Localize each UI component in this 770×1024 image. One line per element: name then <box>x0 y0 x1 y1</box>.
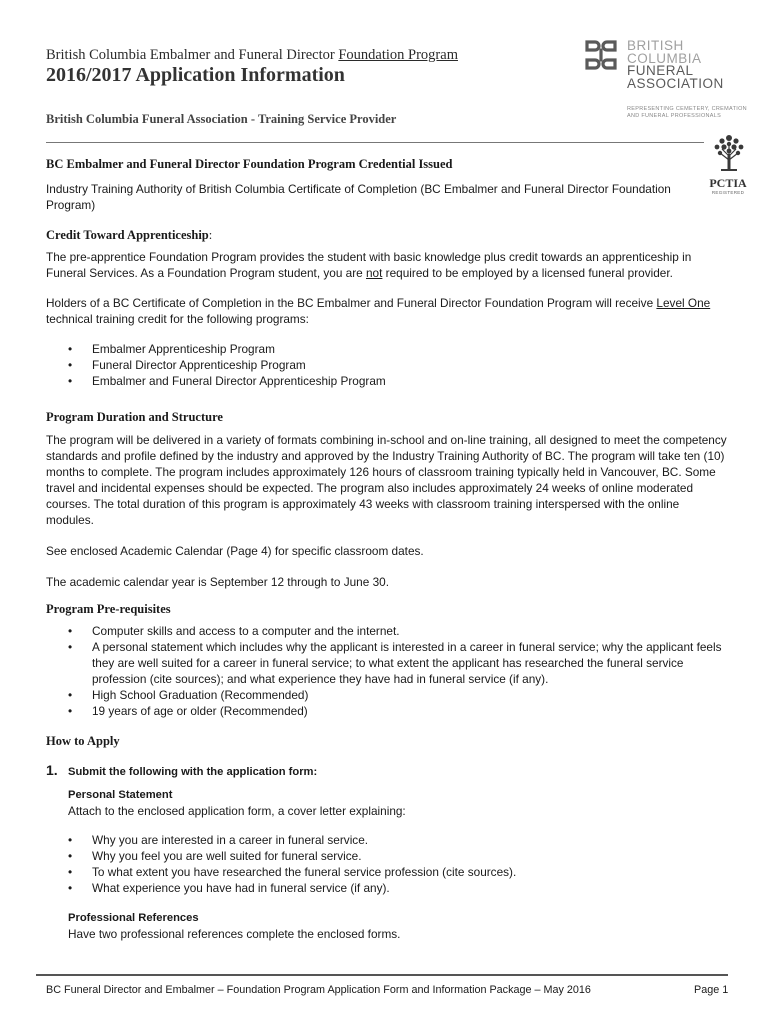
how-to-apply-heading: How to Apply <box>46 734 120 748</box>
personal-statement-heading: Personal Statement <box>68 789 173 801</box>
calendar-note: See enclosed Academic Calendar (Page 4) for specific classroom dates. <box>46 544 424 558</box>
page-number: Page 1 <box>694 984 729 996</box>
list-item: • 19 years of age or older (Recommended) <box>46 703 730 719</box>
list-item: • To what extent you have researched the funeral service profession (cite sources). <box>46 864 730 880</box>
duration-heading: Program Duration and Structure <box>46 410 223 424</box>
references-text: Have two professional references complete the enclosed forms. <box>68 927 401 941</box>
personal-statement-section <box>46 787 730 819</box>
step-text: Submit the following with the application form: <box>68 766 318 778</box>
references-heading: Professional References <box>68 912 199 924</box>
duration-paragraph: The program will be delivered in a variety of formats combining in-school and on-line training, all designed to meet the competency standards and profile defined by the industry and approved by the Industry Training Authority of BC. The program will take ten (10) months to complete. The program includes approximately 126 hours of classroom training typically held in Vancouver, BC. Some travel and incidental expenses should be expected. The program also includes approximately 24 weeks of online moderated courses. The total duration of this program is approximately 43 weeks with classroom training interspersed with the online modules. <box>46 433 727 527</box>
credit-paragraph-2: Holders of a BC Certificate of Completion in the BC Embalmer and Funeral Director Foundation Program will receive Level One technical training credit for the following programs: <box>46 296 711 326</box>
personal-statement-list <box>46 832 730 896</box>
academic-year-note: The academic calendar year is September 12 through to June 30. <box>46 575 389 589</box>
personal-statement-text: Attach to the enclosed application form, a cover letter explaining: <box>68 804 406 818</box>
document-title: 2016/2017 Application Information <box>46 64 345 86</box>
footer-divider <box>36 974 728 976</box>
pctia-registered-label: REGISTERED <box>711 190 745 195</box>
pctia-logo-text: PCTIA <box>709 176 747 190</box>
list-item: • Embalmer and Funeral Director Apprenticeship Program <box>46 373 730 389</box>
list-item: • Why you are interested in a career in funeral service. <box>46 832 730 848</box>
list-item: • High School Graduation (Recommended) <box>46 687 730 703</box>
apprenticeship-program-list <box>46 341 730 389</box>
list-item: • Funeral Director Apprenticeship Program <box>46 357 730 373</box>
list-item: • Embalmer Apprenticeship Program <box>46 341 730 357</box>
credential-text: Industry Training Authority of British Columbia Certificate of Completion (BC Embalmer and Funeral Director Foundation Program) <box>46 182 671 212</box>
step-number: 1. <box>46 762 58 778</box>
header-divider <box>46 142 704 143</box>
list-item: • What experience you have had in funeral service (if any). <box>46 880 730 896</box>
training-provider: British Columbia Funeral Association - Training Service Provider <box>46 112 397 126</box>
bcfa-logo-icon <box>583 38 619 72</box>
list-item: • A personal statement which includes why the applicant is interested in a career in funeral service; why the applicant feels they are well suited for a career in funeral service; to what extent the applicant has researched the funeral service profession (cite sources); and what experience they have had in funeral service (if any). <box>46 639 730 687</box>
credential-heading: BC Embalmer and Funeral Director Foundation Program Credential Issued <box>46 157 453 171</box>
references-section <box>46 910 730 942</box>
prereq-heading: Program Pre-requisites <box>46 602 171 616</box>
list-item: • Why you feel you are well suited for funeral service. <box>46 848 730 864</box>
apply-step-1 <box>46 762 730 780</box>
document-subtitle: British Columbia Embalmer and Funeral Director Foundation Program <box>46 47 458 63</box>
list-item: • Computer skills and access to a computer and the internet. <box>46 623 730 639</box>
document-body <box>46 154 730 942</box>
footer-document-label: BC Funeral Director and Embalmer – Foundation Program Application Form and Information Package – May 2016 <box>46 984 591 996</box>
credit-paragraph-1: The pre-apprentice Foundation Program provides the student with basic knowledge plus credit towards an apprenticeship in Funeral Services. As a Foundation Program student, you are not required to be employed by a licensed funeral provider. <box>46 250 692 280</box>
bcfa-logo-tagline: REPRESENTING CEMETERY, CREMATION AND FUNERAL PROFESSIONALS <box>627 106 747 119</box>
bcfa-logo-wordmark: BRITISH COLUMBIA FUNERAL ASSOCIATION <box>627 38 724 91</box>
foundation-program-link-text: Foundation Program <box>338 47 458 63</box>
credit-heading: Credit Toward Apprenticeship: <box>46 228 213 242</box>
prereq-list <box>46 623 730 719</box>
